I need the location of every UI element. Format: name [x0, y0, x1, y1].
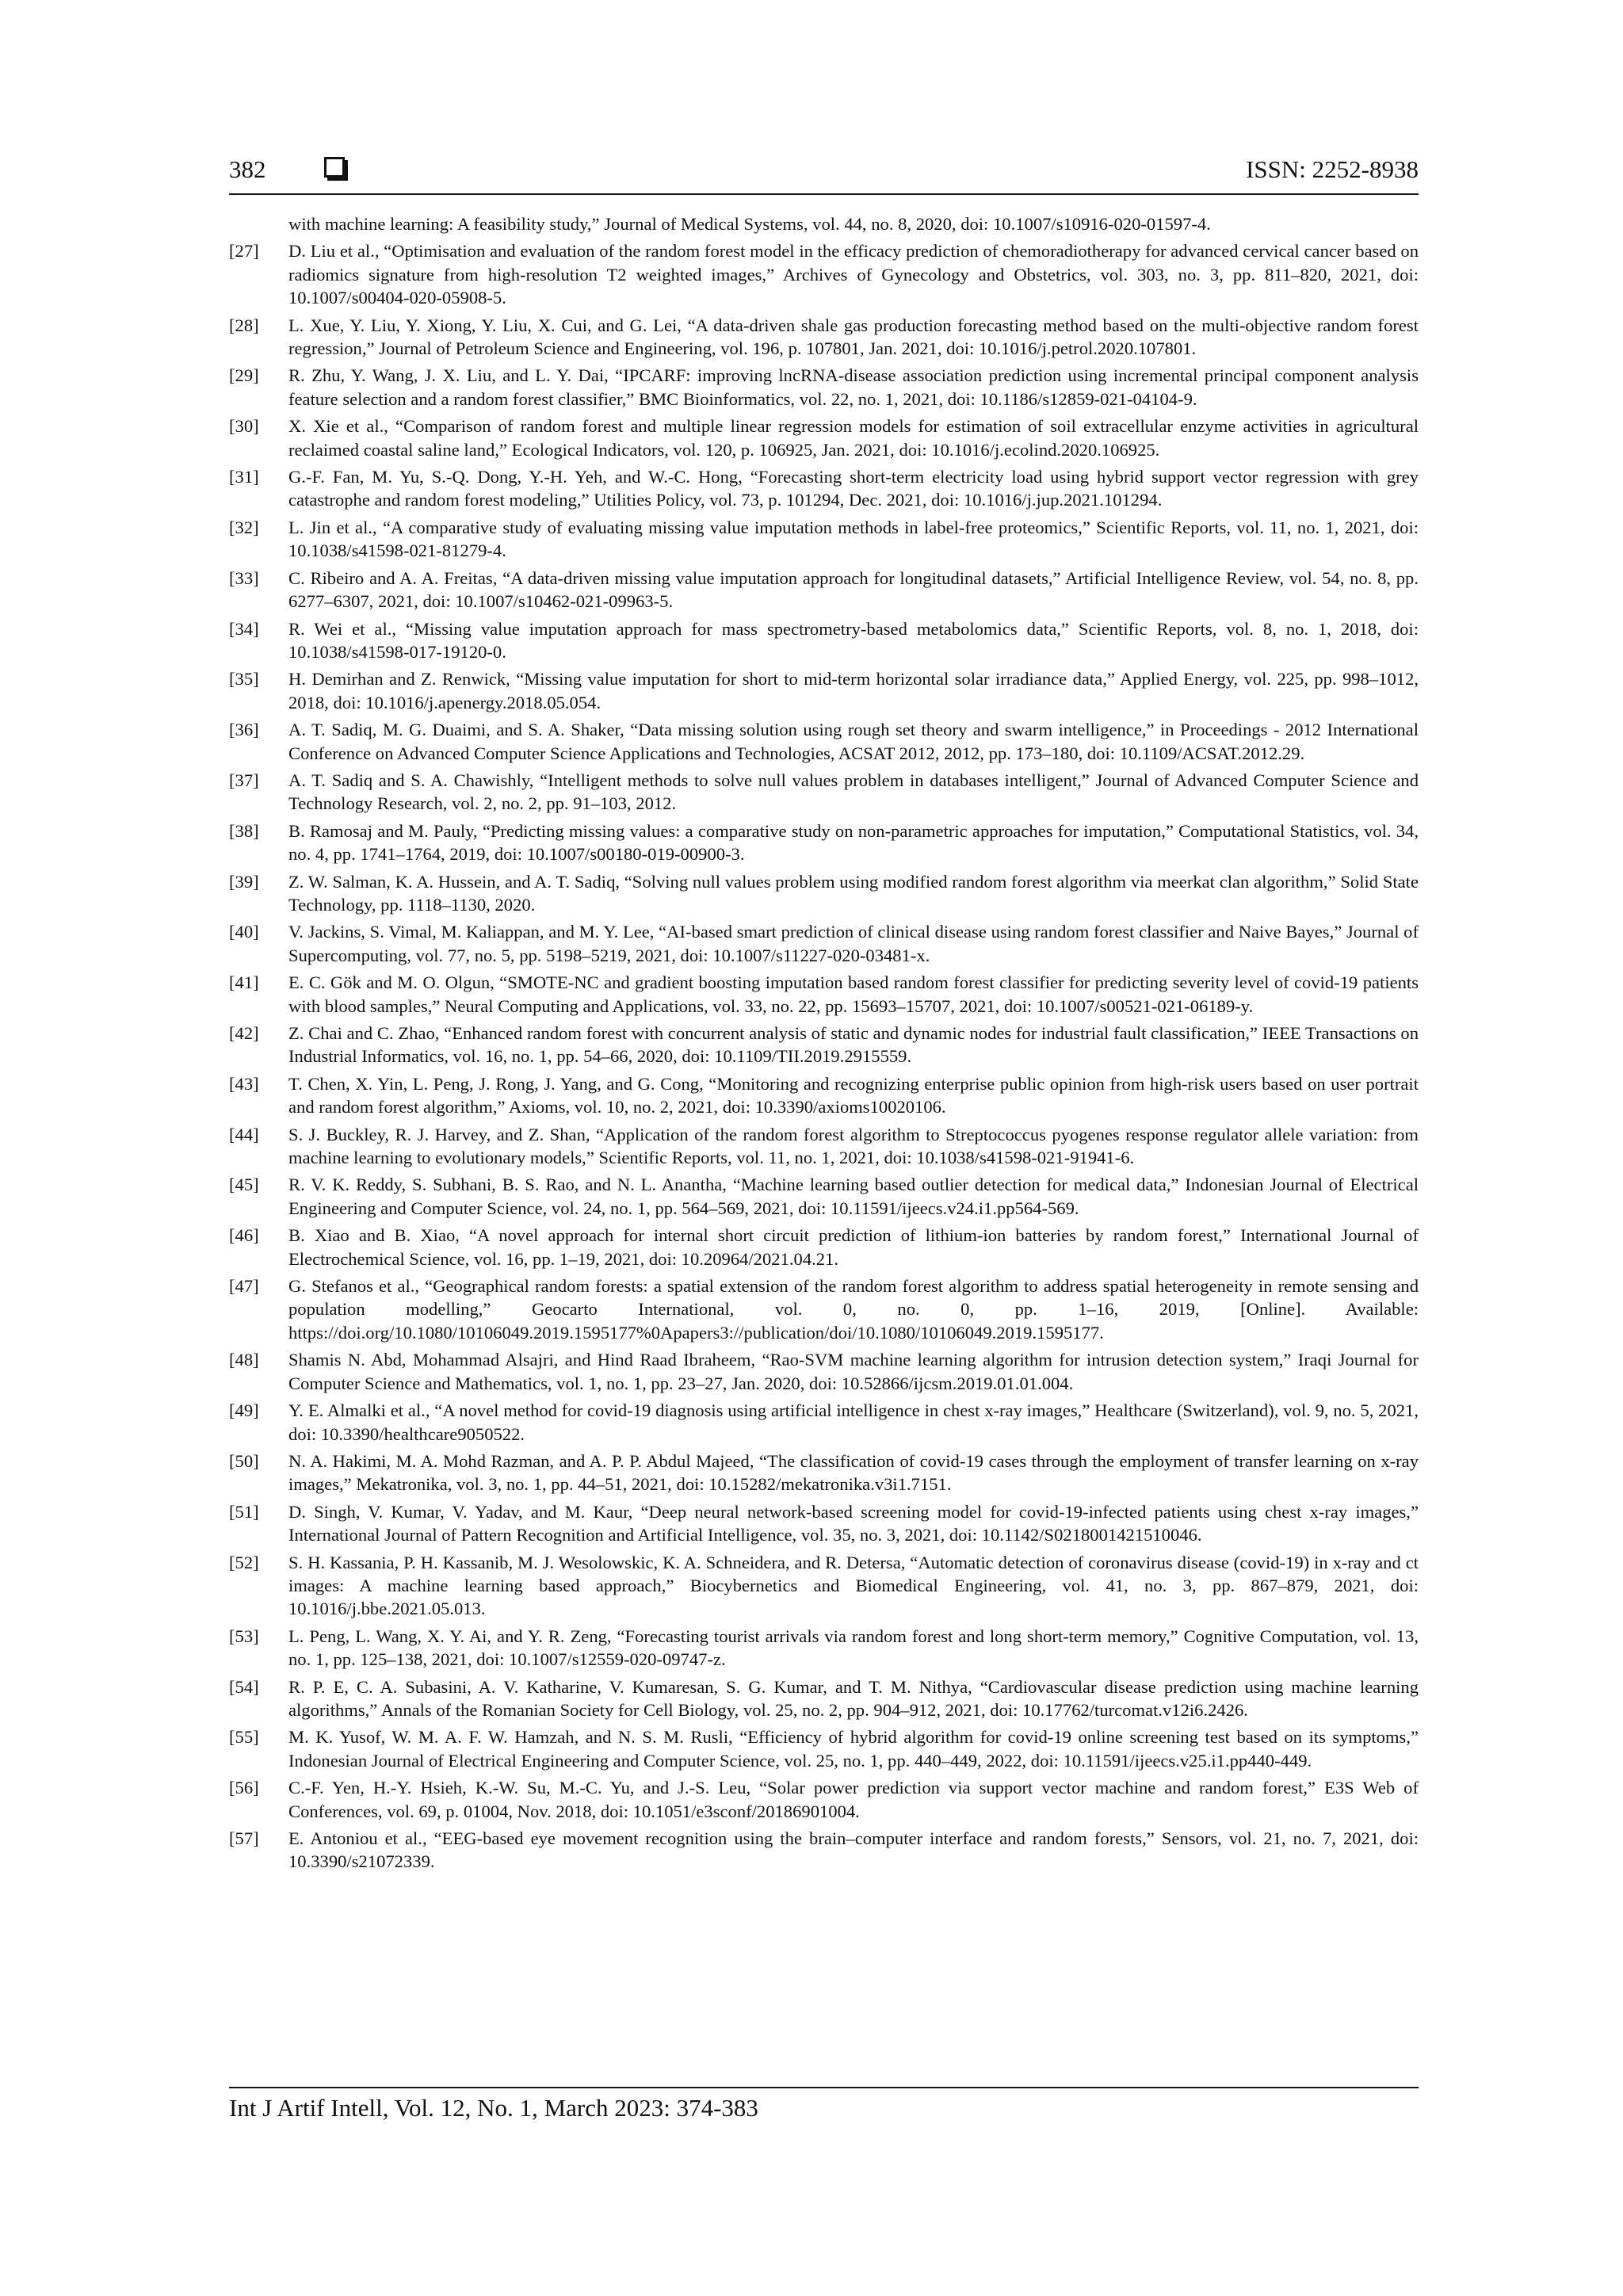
reference-item	[229, 465, 1419, 512]
reference-item	[229, 1022, 1419, 1068]
reference-item	[229, 1274, 1419, 1344]
reference-text: E. C. Gök and M. O. Olgun, “SMOTE-NC and gradient boosting imputation based random forest classifier for predicting severity level of covid-19 patients with blood samples,” Neural Computing and Applications, vol. 33, no. 22, pp. 15693–15707, 2021, doi: 10.1007/s00521-021-06189-y.	[288, 972, 1419, 1016]
reference-item	[229, 920, 1419, 967]
reference-number: [30]	[229, 416, 259, 437]
reference-number: [43]	[229, 1073, 259, 1094]
reference-text: C.-F. Yen, H.-Y. Hsieh, K.-W. Su, M.-C. Yu, and J.-S. Leu, “Solar power prediction via support vector machine and random forest,” E3S Web of Conferences, vol. 69, p. 01004, Nov. 2018, doi: 10.1051/e3sconf/20186901004.	[288, 1778, 1419, 1821]
reference-item	[229, 1173, 1419, 1220]
reference-text: H. Demirhan and Z. Renwick, “Missing value imputation for short to mid-term horizontal solar irradiance data,” Applied Energy, vol. 225, pp. 998–1012, 2018, doi: 10.1016/j.apenergy.2018.05.054.	[288, 669, 1419, 712]
reference-item	[229, 239, 1419, 309]
reference-text: Y. E. Almalki et al., “A novel method for covid-19 diagnosis using artificial intelligence in chest x-ray images,” Healthcare (Switzerland), vol. 9, no. 5, 2021, doi: 10.3390/healthcare9050522.	[288, 1400, 1419, 1444]
reference-text: X. Xie et al., “Comparison of random forest and multiple linear regression models for estimation of soil extracellular enzyme activities in agricultural reclaimed coastal saline land,” Ecological Indicators, vol. 120, p. 106925, Jan. 2021, doi: 10.1016/j.ecolind.2020.106925.	[288, 416, 1419, 460]
reference-list	[229, 212, 1419, 1878]
reference-text: R. Zhu, Y. Wang, J. X. Liu, and L. Y. Dai, “IPCARF: improving lncRNA-disease association prediction using incremental principal component analysis feature selection and a random forest classifier,” BMC Bioinformatics, vol. 22, no. 1, 2021, doi: 10.1186/s12859-021-04104-9.	[288, 365, 1419, 409]
reference-item	[229, 1776, 1419, 1823]
reference-number: [35]	[229, 669, 259, 690]
reference-number: [41]	[229, 972, 259, 993]
reference-text: Z. Chai and C. Zhao, “Enhanced random forest with concurrent analysis of static and dynamic nodes for industrial fault classification,” IEEE Transactions on Industrial Informatics, vol. 16, no. 1, pp. 54–66, 2020, doi: 10.1109/TII.2019.2915559.	[288, 1023, 1419, 1067]
reference-item	[229, 1551, 1419, 1621]
reference-text: S. H. Kassania, P. H. Kassanib, M. J. Wesolowskic, K. A. Schneidera, and R. Detersa, “Automatic detection of coronavirus disease (covid-19) in x-ray and ct images: A machine learning based approach,” Biocybernetics and Biomedical Engineering, vol. 41, no. 3, pp. 867–879, 2021, doi: 10.1016/j.bbe.2021.05.013.	[288, 1552, 1419, 1619]
reference-number: [29]	[229, 365, 259, 386]
reference-text: Shamis N. Abd, Mohammad Alsajri, and Hind Raad Ibraheem, “Rao-SVM machine learning algorithm for intrusion detection system,” Iraqi Journal for Computer Science and Mathematics, vol. 1, no. 1, pp. 23–27, Jan. 2020, doi: 10.52866/ijcsm.2019.01.01.004.	[288, 1350, 1419, 1393]
reference-number: [33]	[229, 567, 259, 588]
reference-text: V. Jackins, S. Vimal, M. Kaliappan, and M. Y. Lee, “AI-based smart prediction of clinical disease using random forest classifier and Naive Bayes,” Journal of Supercomputing, vol. 77, no. 5, pp. 5198–5219, 2021, doi: 10.1007/s11227-020-03481-x.	[288, 922, 1419, 965]
reference-item	[229, 819, 1419, 866]
reference-number: [27]	[229, 241, 259, 262]
reference-item	[229, 212, 1419, 235]
reference-number: [51]	[229, 1501, 259, 1522]
reference-number: [47]	[229, 1276, 259, 1297]
reference-number: [53]	[229, 1626, 259, 1646]
reference-item	[229, 415, 1419, 461]
reference-number: [39]	[229, 871, 259, 892]
reference-text: M. K. Yusof, W. M. A. F. W. Hamzah, and N. S. M. Rusli, “Efficiency of hybrid algorithm for covid-19 online screening test based on its symptoms,” Indonesian Journal of Electrical Engineering and Computer Science, vol. 25, no. 1, pp. 440–449, 2022, doi: 10.11591/ijeecs.v25.i1.pp440-449.	[288, 1727, 1419, 1771]
reference-item	[229, 1450, 1419, 1496]
reference-item	[229, 1348, 1419, 1395]
reference-text: A. T. Sadiq, M. G. Duaimi, and S. A. Shaker, “Data missing solution using rough set theory and swarm intelligence,” in Proceedings - 2012 International Conference on Advanced Computer Science Applications and Technologies, ACSAT 2012, 2012, pp. 173–180, doi: 10.1109/ACSAT.2012.29.	[288, 720, 1419, 763]
reference-number: [42]	[229, 1023, 259, 1043]
reference-text: Z. W. Salman, K. A. Hussein, and A. T. Sadiq, “Solving null values problem using modified random forest algorithm via meerkat clan algorithm,” Solid State Technology, pp. 1118–1130, 2020.	[288, 871, 1419, 915]
reference-text: G.-F. Fan, M. Yu, S.-Q. Dong, Y.-H. Yeh, and W.-C. Hong, “Forecasting short-term electricity load using hybrid support vector regression with grey catastrophe and random forest modeling,” Utilities Policy, vol. 73, p. 101294, Dec. 2021, doi: 10.1016/j.jup.2021.101294.	[288, 467, 1419, 510]
reference-number: [49]	[229, 1400, 259, 1421]
reference-number: [38]	[229, 820, 259, 841]
reference-item	[229, 1625, 1419, 1671]
reference-item	[229, 718, 1419, 765]
reference-text: L. Peng, L. Wang, X. Y. Ai, and Y. R. Zeng, “Forecasting tourist arrivals via random forest and long short-term memory,” Cognitive Computation, vol. 13, no. 1, pp. 125–138, 2021, doi: 10.1007/s12559-020-09747-z.	[288, 1626, 1419, 1670]
footer-rule	[229, 2087, 1419, 2088]
reference-number: [55]	[229, 1727, 259, 1748]
reference-text: G. Stefanos et al., “Geographical random forests: a spatial extension of the random forest algorithm to address spatial heterogeneity in remote sensing and population modelling,” Geocarto International, vol. 0, no. 0, pp. 1–16, 2019, [Online]. Available: https://doi.org/10.1080/10106049.2019.1595177%0Apapers3://publication/doi/10.1080/10106049.2019.1595177.	[288, 1276, 1419, 1343]
page-number: 382	[229, 155, 266, 183]
reference-item	[229, 1725, 1419, 1772]
reference-text: N. A. Hakimi, M. A. Mohd Razman, and A. P. P. Abdul Majeed, “The classification of covid-19 cases through the employment of transfer learning on x-ray images,” Mekatronika, vol. 3, no. 1, pp. 44–51, 2021, doi: 10.15282/mekatronika.v3i1.7151.	[288, 1450, 1419, 1495]
reference-text: R. V. K. Reddy, S. Subhani, B. S. Rao, and N. L. Anantha, “Machine learning based outlier detection for medical data,” Indonesian Journal of Electrical Engineering and Computer Science, vol. 24, no. 1, pp. 564–569, 2021, doi: 10.11591/ijeecs.v24.i1.pp564-569.	[288, 1175, 1419, 1218]
reference-text: T. Chen, X. Yin, L. Peng, J. Rong, J. Yang, and G. Cong, “Monitoring and recognizing enterprise public opinion from high-risk users based on user portrait and random forest algorithm,” Axioms, vol. 10, no. 2, 2021, doi: 10.3390/axioms10020106.	[288, 1073, 1419, 1117]
reference-item	[229, 667, 1419, 714]
reference-number: [28]	[229, 315, 259, 335]
reference-text: R. P. E, C. A. Subasini, A. V. Katharine, V. Kumaresan, S. G. Kumar, and T. M. Nithya, “Cardiovascular disease prediction using machine learning algorithms,” Annals of the Romanian Society for Cell Biology, vol. 25, no. 2, pp. 904–912, 2021, doi: 10.17762/turcomat.v12i6.2426.	[288, 1676, 1419, 1720]
reference-text: L. Xue, Y. Liu, Y. Xiong, Y. Liu, X. Cui, and G. Lei, “A data-driven shale gas production forecasting method based on the multi-objective random forest regression,” Journal of Petroleum Science and Engineering, vol. 196, p. 107801, Jan. 2021, doi: 10.1016/j.petrol.2020.107801.	[288, 315, 1419, 359]
reference-item	[229, 971, 1419, 1018]
reference-text: D. Liu et al., “Optimisation and evaluation of the random forest model in the efficacy prediction of chemoradiotherapy for advanced cervical cancer based on radiomics signature from high-resolution T2 weighted images,” Archives of Gynecology and Obstetrics, vol. 303, no. 3, pp. 811–820, 2021, doi: 10.1007/s00404-020-05908-5.	[288, 241, 1419, 308]
reference-item	[229, 1072, 1419, 1119]
reference-text: B. Xiao and B. Xiao, “A novel approach for internal short circuit prediction of lithium-ion batteries by random forest,” International Journal of Electrochemical Science, vol. 16, pp. 1–19, 2021, doi: 10.20964/2021.04.21.	[288, 1225, 1419, 1269]
reference-number: [36]	[229, 720, 259, 740]
reference-number: [32]	[229, 517, 259, 537]
reference-number: [56]	[229, 1778, 259, 1798]
reference-text: B. Ramosaj and M. Pauly, “Predicting missing values: a comparative study on non-parametric approaches for imputation,” Computational Statistics, vol. 34, no. 4, pp. 1741–1764, 2019, doi: 10.1007/s00180-019-00900-3.	[288, 820, 1419, 865]
page-footer: Int J Artif Intell, Vol. 12, No. 1, March 2023: 374-383	[229, 2094, 758, 2122]
reference-text: D. Singh, V. Kumar, V. Yadav, and M. Kaur, “Deep neural network-based screening model for covid-19-infected patients using chest x-ray images,” International Journal of Pattern Recognition and Artificial Intelligence, vol. 35, no. 3, 2021, doi: 10.1142/S0218001421510046.	[288, 1501, 1419, 1545]
reference-item	[229, 516, 1419, 563]
reference-number: [34]	[229, 618, 259, 639]
reference-number: [52]	[229, 1552, 259, 1572]
reference-text: R. Wei et al., “Missing value imputation approach for mass spectrometry-based metabolomics data,” Scientific Reports, vol. 8, no. 1, 2018, doi: 10.1038/s41598-017-19120-0.	[288, 618, 1419, 662]
reference-number	[229, 212, 288, 235]
reference-item	[229, 567, 1419, 613]
reference-number: [45]	[229, 1175, 259, 1195]
reference-item	[229, 314, 1419, 361]
reference-number: [48]	[229, 1350, 259, 1370]
reference-text: S. J. Buckley, R. J. Harvey, and Z. Shan, “Application of the random forest algorithm to Streptococcus pyogenes response regulator allele variation: from machine learning to evolutionary models,” Scientific Reports, vol. 11, no. 1, 2021, doi: 10.1038/s41598-021-91941-6.	[288, 1124, 1419, 1168]
reference-text: A. T. Sadiq and S. A. Chawishly, “Intelligent methods to solve null values problem in databases intelligent,” Journal of Advanced Computer Science and Technology Research, vol. 2, no. 2, pp. 91–103, 2012.	[288, 770, 1419, 814]
reference-item	[229, 1675, 1419, 1722]
reference-number: [31]	[229, 467, 259, 487]
issn-label: ISSN: 2252-8938	[1246, 155, 1419, 183]
reference-item	[229, 769, 1419, 816]
reference-text: C. Ribeiro and A. A. Freitas, “A data-driven missing value imputation approach for longitudinal datasets,” Artificial Intelligence Review, vol. 54, no. 8, pp. 6277–6307, 2021, doi: 10.1007/s10462-021-09963-5.	[288, 567, 1419, 612]
reference-text: L. Jin et al., “A comparative study of evaluating missing value imputation methods in label-free proteomics,” Scientific Reports, vol. 11, no. 1, 2021, doi: 10.1038/s41598-021-81279-4.	[288, 517, 1419, 561]
reference-item	[229, 1500, 1419, 1547]
reference-item	[229, 1827, 1419, 1874]
reference-number: [40]	[229, 922, 259, 942]
reference-number: [50]	[229, 1450, 259, 1471]
reference-number: [44]	[229, 1124, 259, 1144]
reference-number: [46]	[229, 1225, 259, 1246]
header-rule	[229, 193, 1419, 195]
reference-item	[229, 1399, 1419, 1446]
reference-item	[229, 1123, 1419, 1170]
reference-item	[229, 1224, 1419, 1270]
reference-text: E. Antoniou et al., “EEG-based eye movement recognition using the brain–computer interface and random forests,” Sensors, vol. 21, no. 7, 2021, doi: 10.3390/s21072339.	[288, 1828, 1419, 1872]
reference-item	[229, 364, 1419, 411]
reference-text: with machine learning: A feasibility study,” Journal of Medical Systems, vol. 44, no. 8, 2020, doi: 10.1007/s10916-020-01597-4.	[288, 214, 1211, 234]
reference-number: [57]	[229, 1828, 259, 1848]
reference-number: [54]	[229, 1676, 259, 1697]
reference-number: [37]	[229, 770, 259, 790]
page-header	[229, 152, 1419, 193]
reference-item	[229, 870, 1419, 917]
reference-item	[229, 617, 1419, 664]
square-bullet-icon	[324, 157, 345, 178]
